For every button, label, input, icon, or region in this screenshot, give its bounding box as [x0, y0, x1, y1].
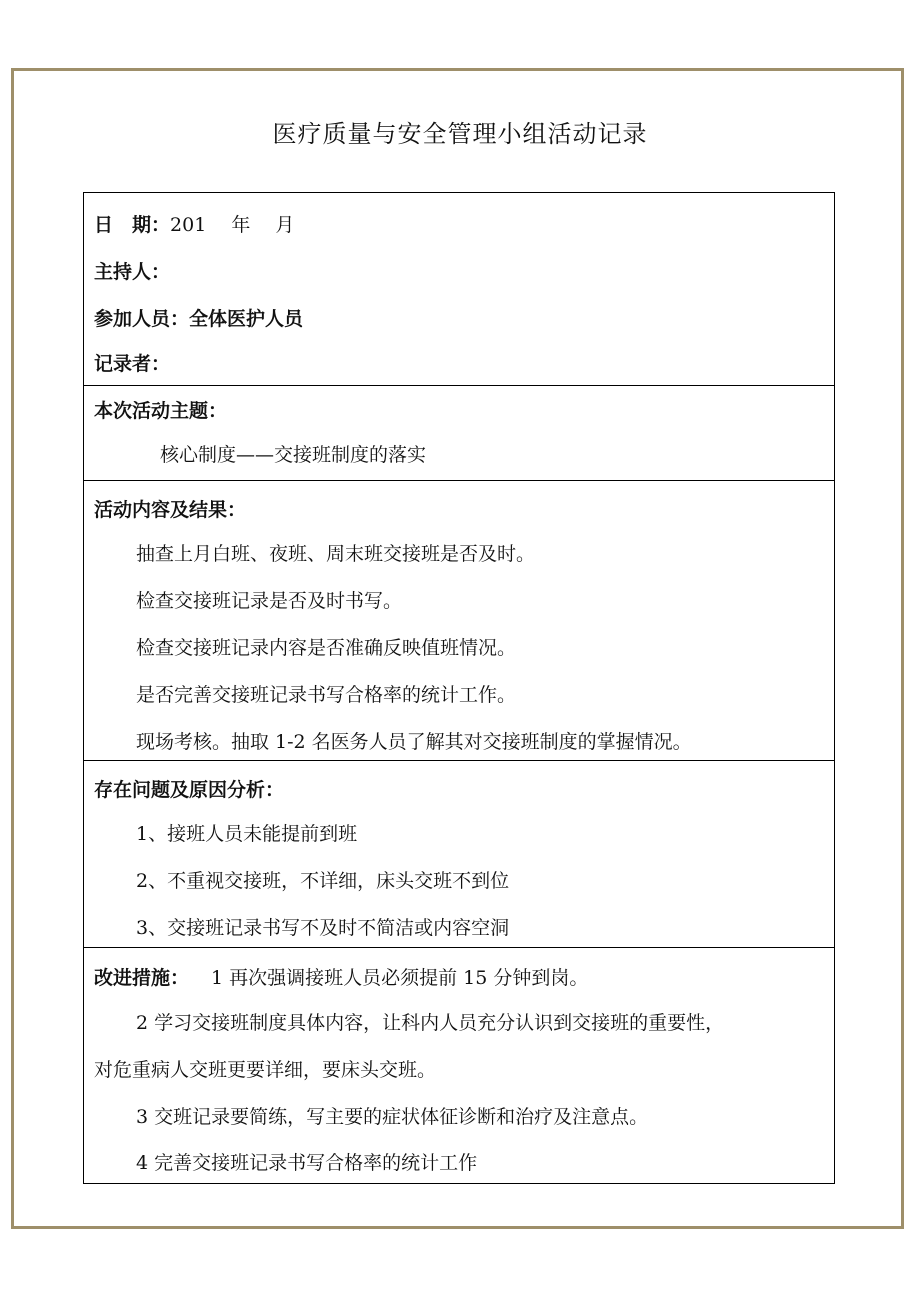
activity-item: 检查交接班记录是否及时书写。	[136, 590, 403, 612]
participants-value: 全体医护人员	[189, 308, 304, 330]
activity-label: 活动内容及结果：	[94, 499, 247, 521]
theme-section	[84, 385, 834, 480]
improvements-label: 改进措施：	[94, 967, 190, 989]
date-label: 日 期：	[94, 214, 171, 236]
problems-label: 存在问题及原因分析：	[94, 779, 285, 801]
host-label: 主持人：	[94, 261, 171, 283]
participants-label: 参加人员：	[94, 308, 190, 330]
recorder-line	[94, 343, 834, 385]
improvements-section	[84, 947, 834, 1183]
date-line	[94, 202, 834, 249]
document-title: 医疗质量与安全管理小组活动记录	[272, 120, 648, 148]
improvement-item: 3 交班记录要简练，写主要的症状体征诊断和治疗及注意点。	[136, 1106, 649, 1128]
improvement-first-line	[94, 956, 834, 1000]
recorder-label: 记录者：	[94, 353, 171, 375]
participants-line	[94, 296, 834, 343]
activity-item: 抽查上月白班、夜班、周末班交接班是否及时。	[136, 543, 536, 565]
info-section	[84, 193, 834, 385]
activity-section	[84, 480, 834, 760]
problems-section	[84, 760, 834, 947]
problem-item: 1、接班人员未能提前到班	[136, 823, 358, 845]
record-table	[83, 192, 835, 1184]
activity-item: 是否完善交接班记录书写合格率的统计工作。	[136, 684, 517, 706]
improvement-item-continued: 对危重病人交班更要详细，要床头交班。	[94, 1059, 437, 1081]
activity-item: 检查交接班记录内容是否准确反映值班情况。	[136, 637, 517, 659]
problem-item: 2、不重视交接班，不详细，床头交班不到位	[136, 870, 510, 892]
date-value: 201 年 月	[170, 214, 295, 236]
improvement-item: 1 再次强调接班人员必须提前 15 分钟到岗。	[211, 967, 589, 989]
host-line	[94, 249, 834, 296]
improvement-item: 2 学习交接班制度具体内容，让科内人员充分认识到交接班的重要性，	[136, 1012, 725, 1034]
activity-item: 现场考核。抽取 1-2 名医务人员了解其对交接班制度的掌握情况。	[136, 731, 692, 753]
theme-label: 本次活动主题：	[94, 400, 228, 422]
theme-content: 核心制度——交接班制度的落实	[160, 444, 427, 466]
problem-item: 3、交接班记录书写不及时不简洁或内容空洞	[136, 917, 510, 939]
improvement-item: 4 完善交接班记录书写合格率的统计工作	[136, 1152, 478, 1174]
